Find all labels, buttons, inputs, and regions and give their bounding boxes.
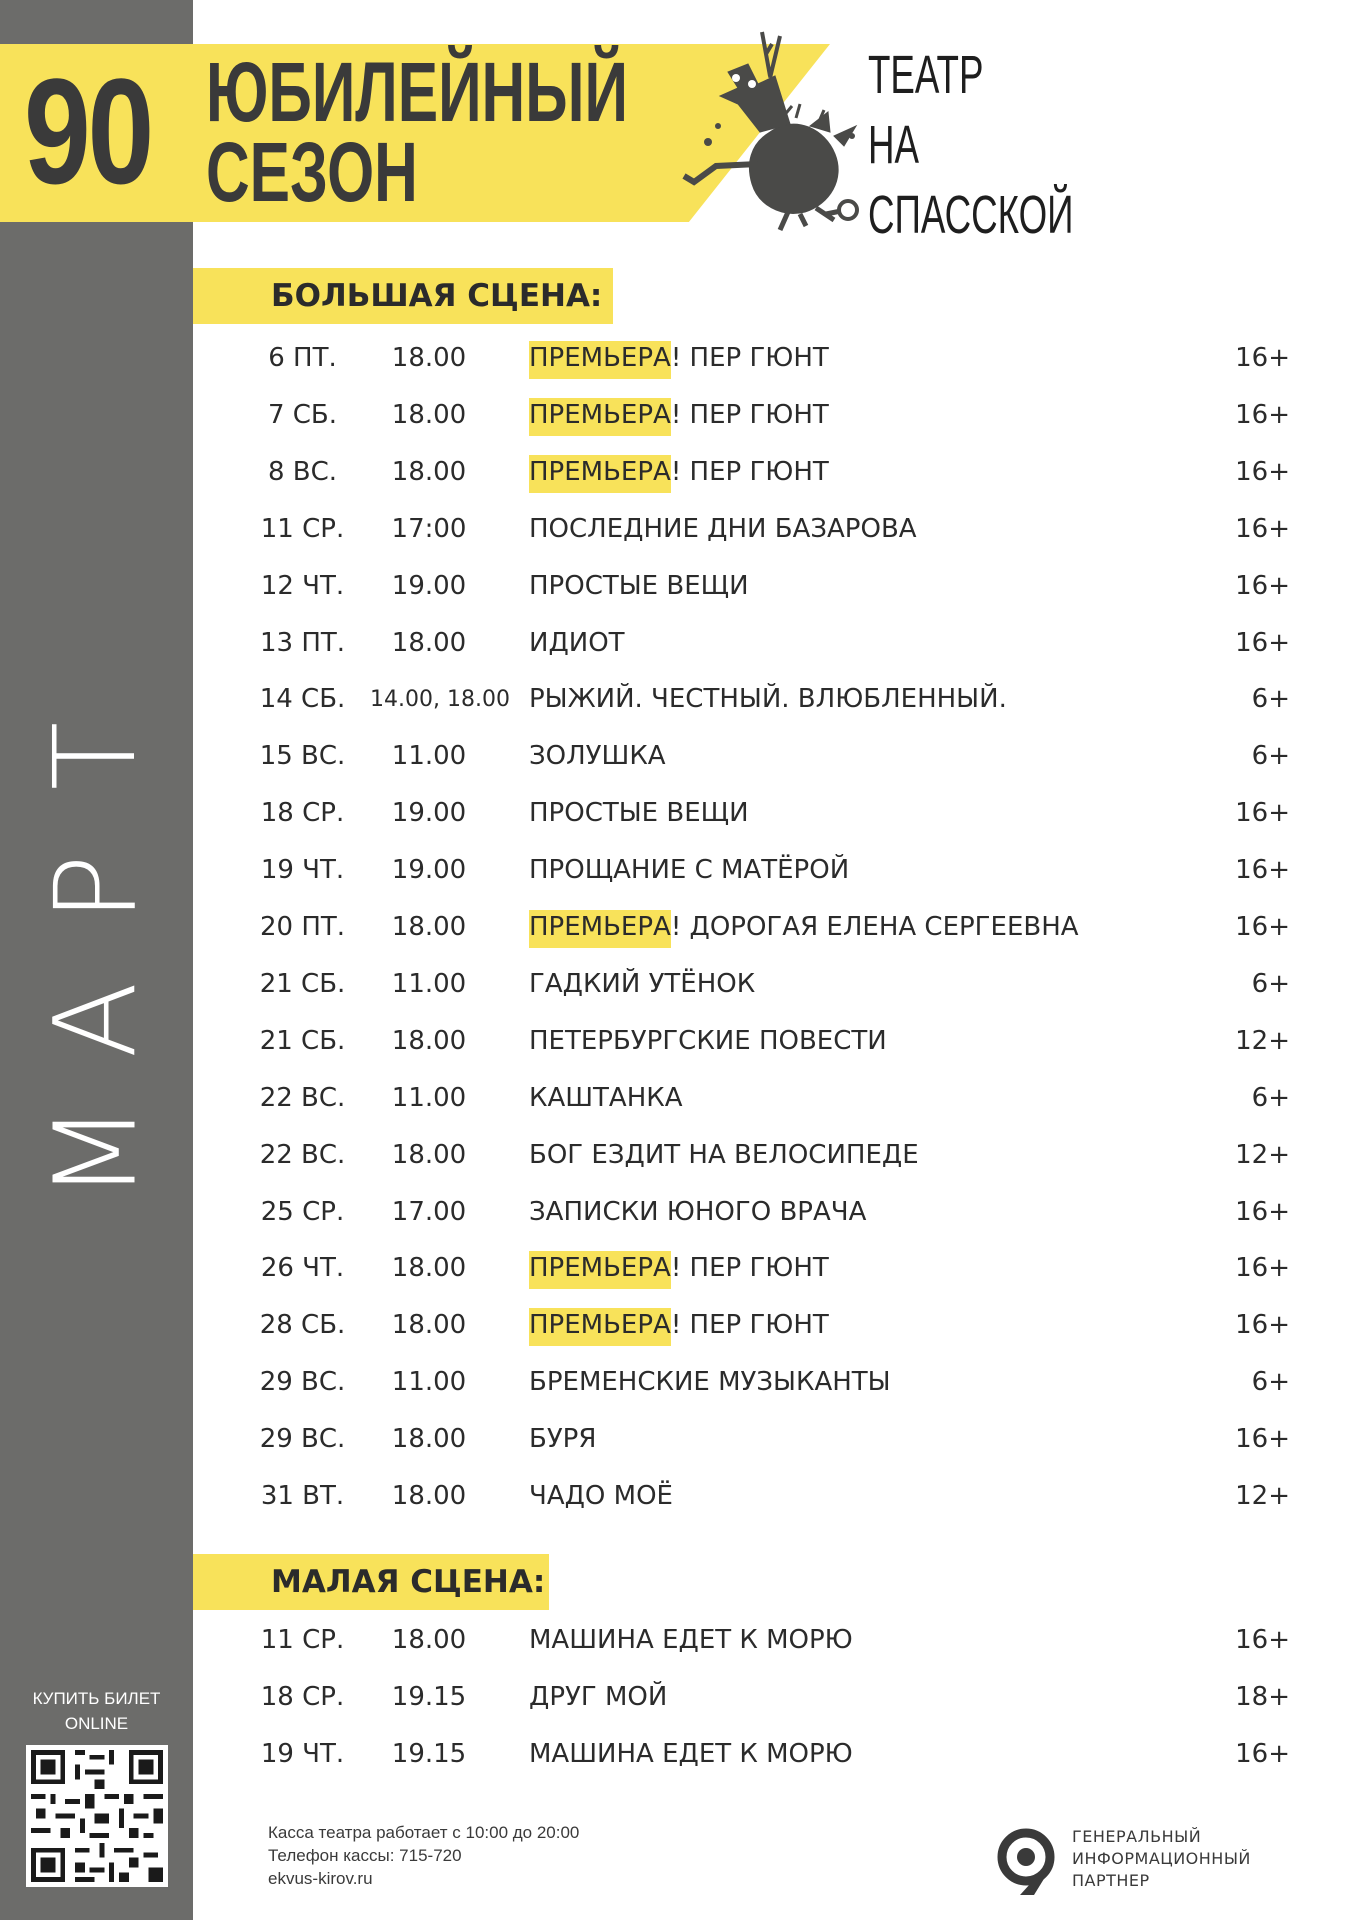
schedule-row[interactable]: [0, 1468, 1358, 1525]
schedule-row[interactable]: [0, 387, 1358, 444]
row-age-rating: 12+: [1235, 1481, 1290, 1511]
row-title: [529, 842, 849, 899]
row-title: [529, 728, 666, 785]
row-title: [529, 558, 749, 615]
row-age-rating: 6+: [1251, 1367, 1290, 1398]
row-date: 22 ВС.: [259, 1139, 346, 1170]
month-letter: Т: [31, 721, 162, 791]
row-time: 18.00: [391, 1253, 467, 1284]
row-title: [529, 1127, 919, 1184]
schedule-row[interactable]: [0, 842, 1358, 899]
row-title: [529, 1411, 596, 1468]
partner-line1: ГЕНЕРАЛЬНЫЙ: [1072, 1827, 1202, 1846]
row-age-rating: 6+: [1251, 968, 1290, 999]
row-time: 18.00: [391, 1625, 467, 1655]
row-title: [529, 1297, 829, 1354]
row-date: 21 СБ.: [259, 968, 346, 999]
row-age-rating: 16+: [1235, 343, 1290, 373]
row-title-text: ! ПЕР ГЮНТ: [670, 1310, 829, 1341]
row-time: 17.00: [391, 1196, 467, 1227]
row-age-rating: 16+: [1235, 798, 1290, 829]
row-time: 18.00: [391, 627, 467, 658]
row-date: 20 ПТ.: [259, 912, 346, 942]
row-time: 18.00: [391, 343, 467, 373]
row-title: [529, 444, 829, 501]
row-title-text: ! ПЕР ГЮНТ: [670, 399, 829, 430]
schedule-row[interactable]: [0, 1411, 1358, 1468]
schedule-row[interactable]: [0, 1297, 1358, 1354]
row-age-rating: 16+: [1235, 1739, 1290, 1769]
row-title: [529, 330, 829, 387]
row-time: 18.00: [391, 399, 467, 430]
row-title-text: МАШИНА ЕДЕТ К МОРЮ: [529, 1625, 853, 1655]
row-time: 18.00: [391, 1424, 467, 1455]
row-date: 7 СБ.: [267, 399, 338, 430]
partner-logo-icon: [990, 1825, 1062, 1897]
box-office-info: [268, 1821, 579, 1890]
row-title: [529, 387, 829, 444]
row-title-text: ИДИОТ: [529, 627, 625, 658]
schedule-row[interactable]: [0, 330, 1358, 387]
row-date: 25 СР.: [260, 1196, 345, 1227]
row-title-text: ЗАПИСКИ ЮНОГО ВРАЧА: [529, 1196, 867, 1227]
partner-line2: ИНФОРМАЦИОННЫЙ: [1072, 1849, 1251, 1868]
premiere-badge: ПРЕМЬЕРА: [529, 910, 671, 948]
row-title-text: ! ДОРОГАЯ ЕЛЕНА СЕРГЕЕВНА: [670, 912, 1079, 942]
row-time: 14.00, 18.00: [370, 687, 510, 713]
row-title: [529, 1184, 866, 1241]
row-date: 11 СР.: [260, 513, 345, 544]
row-title-text: КАШТАНКА: [529, 1082, 683, 1113]
row-time: 11.00: [391, 1082, 467, 1113]
schedule-row[interactable]: [0, 1354, 1358, 1411]
row-age-rating: 16+: [1235, 1625, 1290, 1655]
row-time: 18.00: [391, 1310, 467, 1341]
row-age-rating: 16+: [1235, 627, 1290, 658]
row-title-text: ! ПЕР ГЮНТ: [670, 343, 829, 373]
row-title: [529, 1468, 673, 1525]
row-title-text: БОГ ЕЗДИТ НА ВЕЛОСИПЕДЕ: [529, 1139, 919, 1170]
row-date: 12 ЧТ.: [260, 570, 345, 601]
big-stage-heading: БОЛЬШАЯ СЦЕНА:: [193, 268, 613, 324]
buy-ticket-line1: КУПИТЬ БИЛЕТ: [32, 1689, 161, 1708]
theatre-name-line2: НА: [868, 115, 920, 175]
schedule-row[interactable]: [0, 1184, 1358, 1241]
row-time: 19.15: [391, 1739, 467, 1769]
row-age-rating: 16+: [1235, 1253, 1290, 1284]
row-time: 19.15: [391, 1682, 467, 1712]
schedule-row[interactable]: [0, 1726, 1358, 1783]
row-date: 13 ПТ.: [259, 627, 346, 658]
schedule-row[interactable]: [0, 728, 1358, 785]
row-title: [529, 501, 917, 558]
row-title: [529, 1354, 891, 1411]
row-title-text: ЗОЛУШКА: [529, 741, 666, 772]
schedule-row[interactable]: [0, 1127, 1358, 1184]
box-office-phone: Телефон кассы: 715-720: [268, 1846, 462, 1865]
schedule-row[interactable]: [0, 1070, 1358, 1127]
row-title-text: ! ПЕР ГЮНТ: [670, 1253, 829, 1284]
row-age-rating: 6+: [1251, 1082, 1290, 1113]
row-time: 17:00: [391, 513, 467, 544]
row-title: [529, 785, 749, 842]
row-time: 19.00: [391, 855, 467, 886]
season-title-line2: СЕЗОН: [206, 125, 418, 219]
row-title-text: ПРОЩАНИЕ С МАТЁРОЙ: [529, 855, 850, 886]
schedule-row[interactable]: [0, 899, 1358, 956]
buy-ticket-label[interactable]: [0, 1686, 193, 1736]
row-date: 26 ЧТ.: [260, 1253, 345, 1284]
row-date: 31 ВТ.: [260, 1481, 345, 1511]
row-age-rating: 16+: [1235, 1310, 1290, 1341]
row-age-rating: 16+: [1235, 513, 1290, 544]
theatre-name: [868, 40, 1074, 250]
row-date: 8 ВС.: [267, 456, 338, 487]
buy-ticket-line2: ONLINE: [64, 1714, 129, 1733]
row-title: [529, 1013, 887, 1070]
row-title: [529, 1240, 829, 1297]
theatre-name-line1: ТЕАТР: [868, 45, 984, 105]
row-title: [529, 1669, 667, 1726]
row-date: 22 ВС.: [259, 1082, 346, 1113]
row-date: 29 ВС.: [259, 1424, 346, 1455]
row-date: 29 ВС.: [259, 1367, 346, 1398]
row-age-rating: 16+: [1235, 1196, 1290, 1227]
premiere-badge: ПРЕМЬЕРА: [529, 398, 671, 436]
row-time: 18.00: [391, 1481, 467, 1511]
premiere-badge: ПРЕМЬЕРА: [529, 341, 671, 379]
row-title-text: ПРОСТЫЕ ВЕЩИ: [529, 798, 749, 829]
row-title-text: ПРОСТЫЕ ВЕЩИ: [529, 570, 749, 601]
row-title-text: МАШИНА ЕДЕТ К МОРЮ: [529, 1739, 853, 1769]
schedule-row[interactable]: [0, 615, 1358, 672]
anniversary-number: 90: [24, 47, 152, 215]
row-title-text: БРЕМЕНСКИЕ МУЗЫКАНТЫ: [529, 1367, 891, 1398]
row-date: 28 СБ.: [259, 1310, 346, 1341]
row-age-rating: 16+: [1235, 855, 1290, 886]
month-letter: М: [31, 1103, 162, 1201]
row-title-text: БУРЯ: [529, 1424, 597, 1455]
row-date: 6 ПТ.: [268, 343, 337, 373]
schedule-row[interactable]: [0, 785, 1358, 842]
row-date: 18 СР.: [260, 1682, 345, 1712]
month-letter: Р: [31, 854, 162, 922]
row-time: 11.00: [391, 741, 467, 772]
row-age-rating: 16+: [1235, 570, 1290, 601]
month-letter: А: [31, 981, 162, 1059]
theatre-name-line3: СПАССКОЙ: [868, 185, 1074, 245]
row-time: 19.00: [391, 798, 467, 829]
row-date: 19 ЧТ.: [260, 1739, 345, 1769]
schedule-row[interactable]: [0, 501, 1358, 558]
row-age-rating: 12+: [1235, 1139, 1290, 1170]
qr-code-icon[interactable]: [26, 1745, 168, 1887]
row-title-text: ПЕТЕРБУРГСКИЕ ПОВЕСТИ: [529, 1025, 887, 1056]
row-date: 18 СР.: [260, 798, 345, 829]
row-time: 19.00: [391, 570, 467, 601]
row-title-text: РЫЖИЙ. ЧЕСТНЫЙ. ВЛЮБЛЕННЫЙ.: [529, 684, 1007, 715]
row-title-text: ЧАДО МОЁ: [529, 1481, 673, 1511]
row-title-text: ДРУГ МОЙ: [529, 1682, 668, 1712]
row-title: [529, 615, 625, 672]
schedule-row[interactable]: [0, 1612, 1358, 1669]
premiere-badge: ПРЕМЬЕРА: [529, 455, 671, 493]
row-title: [529, 899, 1079, 956]
row-time: 18.00: [391, 456, 467, 487]
row-title: [529, 1070, 683, 1127]
premiere-badge: ПРЕМЬЕРА: [529, 1308, 671, 1346]
row-title: [529, 956, 755, 1013]
row-title-text: ПОСЛЕДНИЕ ДНИ БАЗАРОВА: [529, 513, 917, 544]
schedule-row[interactable]: [0, 1013, 1358, 1070]
goat-mascot-icon: [620, 14, 860, 234]
box-office-hours: Касса театра работает с 10:00 до 20:00: [268, 1823, 580, 1842]
row-title: [529, 671, 1007, 728]
season-title: [206, 45, 628, 219]
row-age-rating: 16+: [1235, 456, 1290, 487]
premiere-badge: ПРЕМЬЕРА: [529, 1251, 671, 1289]
partner-label: [1072, 1826, 1251, 1892]
row-time: 18.00: [391, 1139, 467, 1170]
schedule-row[interactable]: [0, 671, 1358, 728]
website-link[interactable]: ekvus-kirov.ru: [268, 1869, 373, 1888]
row-title: [529, 1726, 853, 1783]
row-title: [529, 1612, 853, 1669]
row-title-text: ! ПЕР ГЮНТ: [670, 456, 829, 487]
row-time: 18.00: [391, 1025, 467, 1056]
row-date: 14 СБ.: [259, 684, 346, 715]
row-age-rating: 6+: [1251, 684, 1290, 715]
partner-line3: ПАРТНЕР: [1072, 1871, 1150, 1890]
small-stage-heading: МАЛАЯ СЦЕНА:: [193, 1554, 549, 1610]
schedule-row[interactable]: [0, 1240, 1358, 1297]
row-date: 15 ВС.: [259, 741, 346, 772]
schedule-row[interactable]: [0, 956, 1358, 1013]
row-time: 11.00: [391, 1367, 467, 1398]
season-title-line1: ЮБИЛЕЙНЫЙ: [206, 45, 628, 139]
row-age-rating: 16+: [1235, 912, 1290, 942]
row-time: 11.00: [391, 968, 467, 999]
row-time: 18.00: [391, 912, 467, 942]
row-title-text: ГАДКИЙ УТЁНОК: [529, 968, 756, 999]
row-date: 11 СР.: [260, 1625, 345, 1655]
schedule-row[interactable]: [0, 558, 1358, 615]
row-age-rating: 16+: [1235, 1424, 1290, 1455]
row-date: 21 СБ.: [259, 1025, 346, 1056]
row-date: 19 ЧТ.: [260, 855, 345, 886]
row-age-rating: 16+: [1235, 399, 1290, 430]
schedule-row[interactable]: [0, 444, 1358, 501]
row-age-rating: 18+: [1235, 1682, 1290, 1712]
schedule-row[interactable]: [0, 1669, 1358, 1726]
row-age-rating: 12+: [1235, 1025, 1290, 1056]
row-age-rating: 6+: [1251, 741, 1290, 772]
